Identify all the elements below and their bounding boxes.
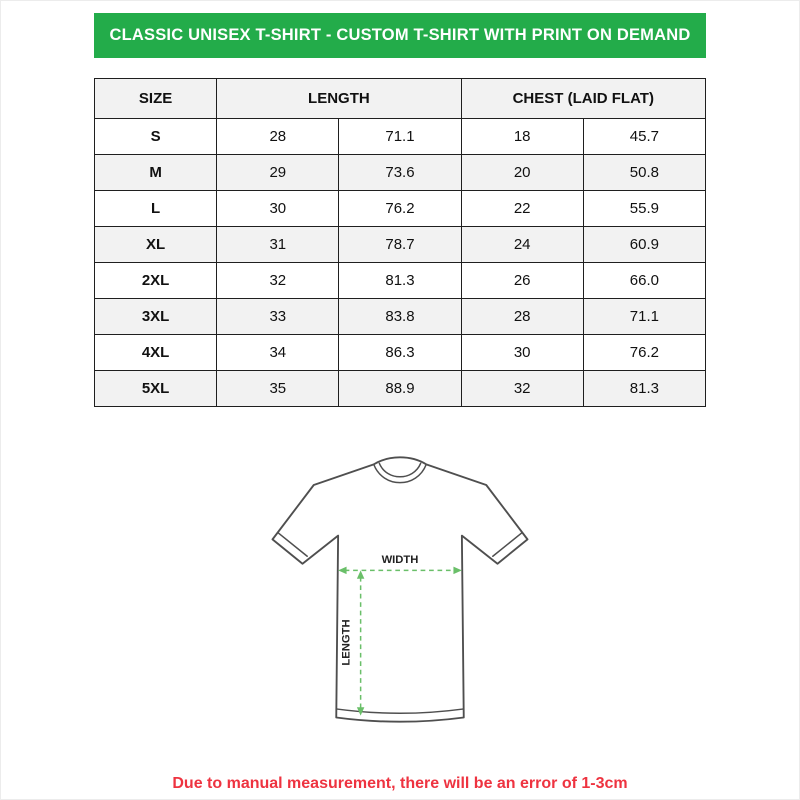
measurement-diagram [94, 445, 706, 755]
size-cell: XL [95, 227, 217, 263]
title-banner [94, 13, 706, 58]
length-cm-cell: 71.1 [339, 119, 461, 155]
chest-cm-cell: 50.8 [583, 155, 705, 191]
chest-cm-cell: 45.7 [583, 119, 705, 155]
length-cm-cell: 83.8 [339, 299, 461, 335]
length-in-cell: 34 [217, 335, 339, 371]
page-title: CLASSIC UNISEX T-SHIRT - CUSTOM T-SHIRT WITH PRINT ON DEMAND [109, 26, 691, 44]
chest-cm-cell: 66.0 [583, 263, 705, 299]
size-cell: L [95, 191, 217, 227]
tshirt-outline-illustration [250, 445, 550, 750]
length-cm-cell: 73.6 [339, 155, 461, 191]
chest-cm-cell: 55.9 [583, 191, 705, 227]
size-cell: S [95, 119, 217, 155]
chest-in-cell: 18 [461, 119, 583, 155]
length-cm-cell: 88.9 [339, 371, 461, 407]
table-row [95, 299, 706, 335]
size-cell: 4XL [95, 335, 217, 371]
chest-cm-cell: 60.9 [583, 227, 705, 263]
width-label: WIDTH [381, 553, 419, 566]
table-row [95, 119, 706, 155]
length-in-cell: 35 [217, 371, 339, 407]
length-in-cell: 30 [217, 191, 339, 227]
chest-in-cell: 26 [461, 263, 583, 299]
length-cm-cell: 76.2 [339, 191, 461, 227]
length-cm-cell: 81.3 [339, 263, 461, 299]
length-in-cell: 32 [217, 263, 339, 299]
size-cell: 5XL [95, 371, 217, 407]
length-in-cell: 28 [217, 119, 339, 155]
chest-in-cell: 32 [461, 371, 583, 407]
length-in-cell: 33 [217, 299, 339, 335]
chest-cm-cell: 81.3 [583, 371, 705, 407]
length-label: LENGTH [340, 619, 353, 666]
length-in-cell: 31 [217, 227, 339, 263]
col-header-length: LENGTH [217, 79, 461, 119]
header-row [95, 79, 706, 119]
tshirt-shape [273, 457, 528, 721]
table-row [95, 227, 706, 263]
table-row [95, 155, 706, 191]
length-cm-cell: 78.7 [339, 227, 461, 263]
length-in-cell: 29 [217, 155, 339, 191]
chest-in-cell: 20 [461, 155, 583, 191]
chest-in-cell: 22 [461, 191, 583, 227]
length-cm-cell: 86.3 [339, 335, 461, 371]
size-chart-table [94, 78, 706, 407]
measurement-error-note: Due to manual measurement, there will be an error of 1-3cm [172, 775, 628, 792]
chest-in-cell: 30 [461, 335, 583, 371]
size-cell: 3XL [95, 299, 217, 335]
chest-in-cell: 24 [461, 227, 583, 263]
chest-cm-cell: 71.1 [583, 299, 705, 335]
col-header-size: SIZE [95, 79, 217, 119]
col-header-chest: CHEST (LAID FLAT) [461, 79, 705, 119]
size-cell: M [95, 155, 217, 191]
chest-cm-cell: 76.2 [583, 335, 705, 371]
chest-in-cell: 28 [461, 299, 583, 335]
table-row [95, 191, 706, 227]
table-row [95, 335, 706, 371]
size-cell: 2XL [95, 263, 217, 299]
table-row [95, 371, 706, 407]
table-row [95, 263, 706, 299]
